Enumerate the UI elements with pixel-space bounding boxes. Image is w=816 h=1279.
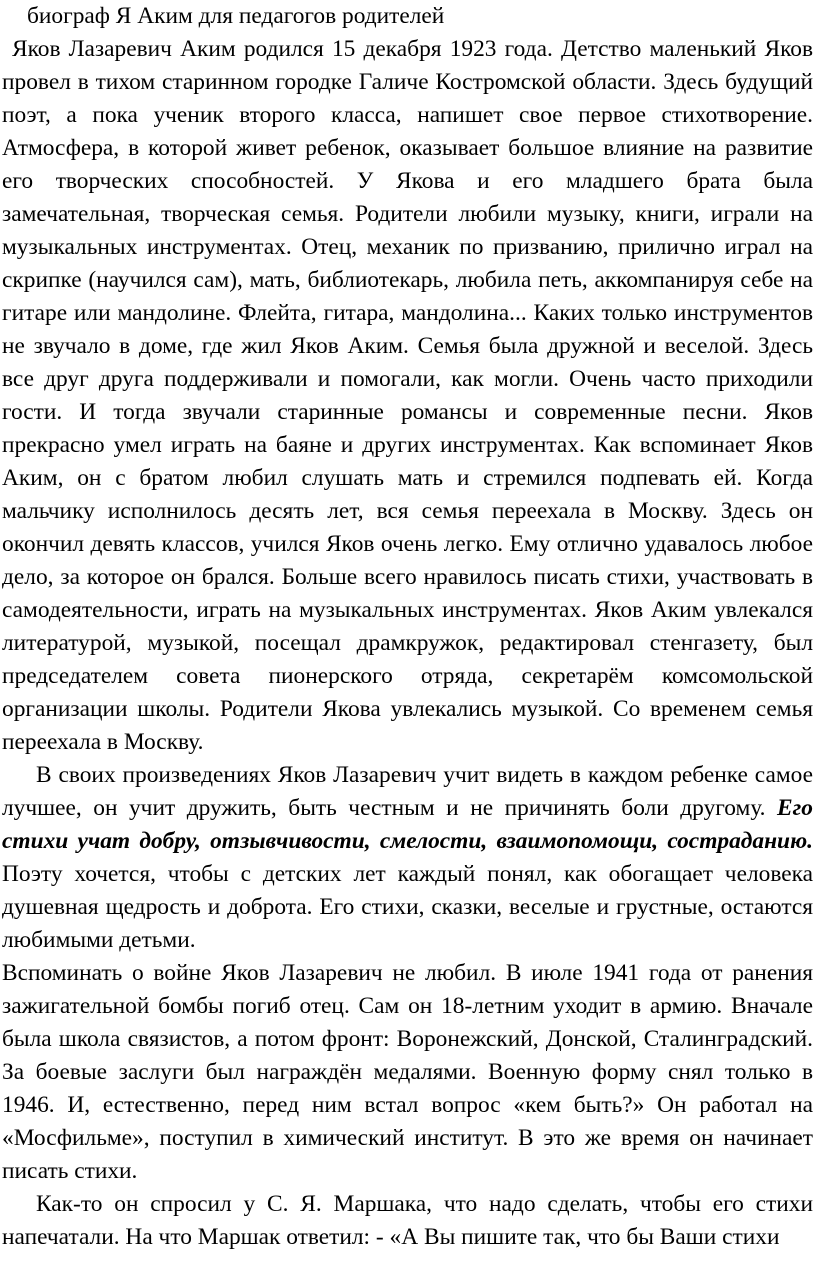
paragraph-works-lead: В своих произведениях Яков Лазаревич учит видеть в каждом ребенке самое лучшее, он учит дружить, быть честным и не причинять боли другому. [2,762,813,821]
paragraph-works-emphasis: Его стихи учат добру, отзывчивости, смелости, взаимопомощи, состраданию. [2,795,813,854]
paragraph-war: Вспоминать о войне Яков Лазаревич не любил. В июле 1941 года от ранения зажигательной бомбы погиб отец. Сам он 18-летним уходит в армию. Вначале была школа связистов, а потом фронт: Воронежский, Донской, Сталинградский. За боевые заслуги был награждён медалями. Военную форму снял только в 1946. И, естественно, перед ним встал вопрос «кем быть?» Он работал на «Мосфильме», поступил в химический институт. В это же время он начинает писать стихи. [2,960,813,1184]
paragraph-works [2,759,813,957]
paragraph-marshak: Как-то он спросил у С. Я. Маршака, что надо сделать, чтобы его стихи напечатали. На что Маршак ответил: - «А Вы пишите так, что бы Ваши стихи [2,1191,813,1250]
paragraph-childhood: Яков Лазаревич Аким родился 15 декабря 1923 года. Детство маленький Яков провел в тихом старинном городке Галиче Костромской области. Здесь будущий поэт, а пока ученик второго класса, напишет свое первое стихотворение. Атмосфера, в которой живет ребенок, оказывает большое влияние на развитие его творческих способностей. У Якова и его младшего брата была замечательная, творческая семья. Родители любили музыку, книги, играли на музыкальных инструментах. Отец, механик по призванию, прилично играл на скрипке (научился сам), мать, библиотекарь, любила петь, аккомпанируя себе на гитаре или мандолине. Флейта, гитара, мандолина... Каких только инструментов не звучало в доме, где жил Яков Аким. Семья была дружной и веселой. Здесь все друг друга поддерживали и помогали, как могли. Очень часто приходили гости. И тогда звучали старинные романсы и современные песни. Яков прекрасно умел играть на баяне и других инструментах. Как вспоминает Яков Аким, он с братом любил слушать мать и стремился подпевать ей. Когда мальчику исполнилось десять лет, вся семья переехала в Москву. Здесь он окончил девять классов, учился Яков очень легко. Ему отлично удавалось любое дело, за которое он брался. Больше всего нравилось писать стихи, участвовать в самодеятельности, играть на музыкальных инструментах. Яков Аким увлекался литературой, музыкой, посещал драмкружок, редактировал стенгазету, был председателем совета пионерского отряда, секретарём комсомольской организации школы. Родители Якова увлекались музыкой. Со временем семья переехала в Москву. [2,36,813,755]
document-title: биограф Я Аким для педагогов родителей [27,3,445,29]
paragraph-works-tail: Поэту хочется, чтобы с детских лет каждый понял, как обогащает человека душевная щедрость и доброта. Его стихи, сказки, веселые и грустные, остаются любимыми детьми. [2,861,813,953]
